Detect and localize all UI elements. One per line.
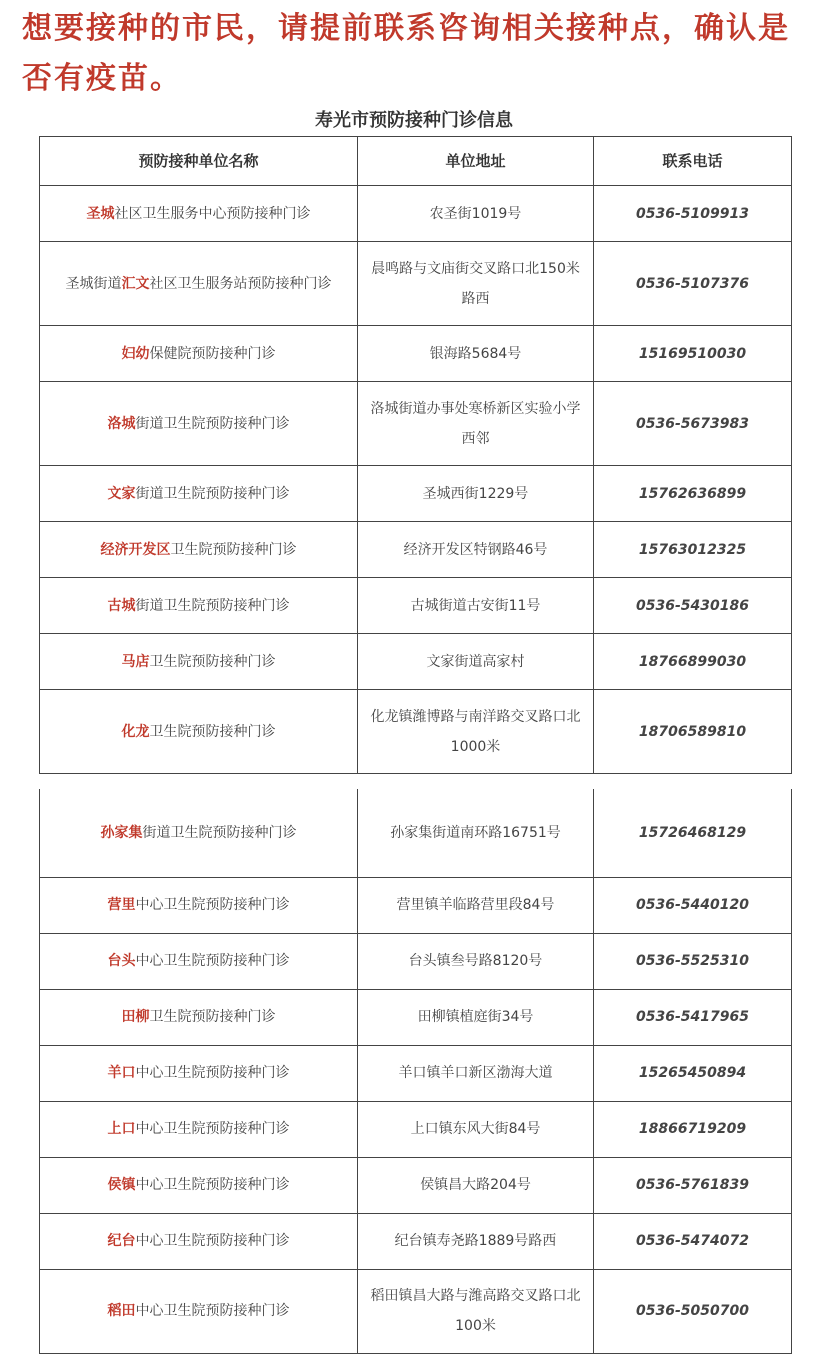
table-body-part1 [40, 186, 792, 774]
table-row [40, 789, 792, 877]
headline: 想要接种的市民，请提前联系咨询相关接种点，确认是否有疫苗。 [22, 11, 790, 96]
clinic-name-highlight: 古城 [107, 597, 136, 614]
clinic-address: 羊口镇羊口新区渤海大道 [358, 1045, 594, 1101]
table-row [40, 382, 792, 466]
clinic-phone: 0536-5417965 [594, 989, 792, 1045]
clinic-name-suffix: 中心卫生院预防接种门诊 [135, 1121, 290, 1137]
clinic-phone: 0536-5525310 [594, 933, 792, 989]
clinic-name-suffix: 街道卫生院预防接种门诊 [135, 415, 290, 432]
clinic-name-prefix: 圣城街道 [65, 275, 122, 292]
clinic-name-suffix: 保健院预防接种门诊 [149, 345, 276, 362]
clinic-address: 田柳镇植庭街34号 [358, 989, 594, 1045]
clinic-name-suffix: 卫生院预防接种门诊 [149, 653, 276, 670]
clinic-phone: 18866719209 [594, 1101, 792, 1157]
clinic-name [40, 186, 358, 242]
clinic-address: 化龙镇潍博路与南洋路交叉路口北1000米 [358, 690, 594, 774]
clinic-name-highlight: 文家 [107, 485, 136, 502]
clinic-phone: 15763012325 [594, 522, 792, 578]
table-row [40, 242, 792, 326]
clinic-name [40, 989, 358, 1045]
clinic-name-highlight: 汇文 [121, 275, 150, 292]
table-row [40, 1269, 792, 1353]
table-row [40, 1213, 792, 1269]
clinic-address: 稻田镇昌大路与潍高路交叉路口北100米 [358, 1269, 594, 1353]
table-row [40, 634, 792, 690]
clinic-phone: 0536-5430186 [594, 578, 792, 634]
clinic-name [40, 326, 358, 382]
clinic-name-suffix: 中心卫生院预防接种门诊 [135, 953, 290, 969]
clinic-name-suffix: 社区卫生服务中心预防接种门诊 [114, 205, 311, 222]
clinic-name [40, 1213, 358, 1269]
clinic-name-highlight: 经济开发区 [100, 541, 171, 558]
clinic-name [40, 933, 358, 989]
table-row [40, 186, 792, 242]
clinic-table-part1 [39, 136, 792, 774]
clinic-address: 营里镇羊临路营里段84号 [358, 877, 594, 933]
table-row [40, 466, 792, 522]
clinic-phone: 0536-5109913 [594, 186, 792, 242]
clinic-name [40, 634, 358, 690]
clinic-address: 台头镇叁号路8120号 [358, 933, 594, 989]
clinic-name [40, 1157, 358, 1213]
clinic-name-highlight: 妇幼 [121, 345, 150, 362]
table-row [40, 1157, 792, 1213]
clinic-name-highlight: 稻田 [107, 1303, 136, 1319]
clinic-phone: 15726468129 [594, 789, 792, 877]
clinic-name-suffix: 卫生院预防接种门诊 [170, 541, 297, 558]
clinic-address: 文家街道高家村 [358, 634, 594, 690]
clinic-name [40, 522, 358, 578]
table-body-part2 [40, 789, 792, 1353]
clinic-name [40, 789, 358, 877]
clinic-name-suffix: 街道卫生院预防接种门诊 [142, 824, 297, 841]
clinic-name-highlight: 洛城 [107, 415, 136, 432]
clinic-name [40, 1269, 358, 1353]
clinic-address: 上口镇东风大街84号 [358, 1101, 594, 1157]
clinic-phone: 0536-5761839 [594, 1157, 792, 1213]
clinic-name-highlight: 纪台 [107, 1233, 136, 1249]
clinic-name-suffix: 街道卫生院预防接种门诊 [135, 597, 290, 614]
clinic-name-highlight: 田柳 [121, 1009, 150, 1025]
clinic-phone: 0536-5050700 [594, 1269, 792, 1353]
clinic-address: 孙家集街道南环路16751号 [358, 789, 594, 877]
clinic-name [40, 242, 358, 326]
clinic-name [40, 466, 358, 522]
clinic-address: 圣城西街1229号 [358, 466, 594, 522]
clinic-name-highlight: 营里 [107, 897, 136, 913]
table-row [40, 690, 792, 774]
clinic-phone: 18706589810 [594, 690, 792, 774]
clinic-name-highlight: 孙家集 [100, 824, 143, 841]
clinic-table-part2 [39, 789, 792, 1354]
table-row [40, 578, 792, 634]
clinic-name-suffix: 社区卫生服务站预防接种门诊 [149, 275, 332, 292]
clinic-phone: 0536-5673983 [594, 382, 792, 466]
clinic-name-highlight: 侯镇 [107, 1177, 136, 1193]
table-row [40, 933, 792, 989]
clinic-name-highlight: 台头 [107, 953, 136, 969]
clinic-name-highlight: 羊口 [107, 1065, 136, 1081]
table-row [40, 877, 792, 933]
table-row [40, 1101, 792, 1157]
clinic-name [40, 877, 358, 933]
clinic-phone: 15265450894 [594, 1045, 792, 1101]
clinic-name-highlight: 圣城 [86, 205, 115, 222]
clinic-name-highlight: 化龙 [121, 723, 150, 740]
clinic-name-suffix: 中心卫生院预防接种门诊 [135, 1233, 290, 1249]
clinic-name-suffix: 卫生院预防接种门诊 [149, 723, 276, 740]
clinic-address: 纪台镇寿尧路1889号路西 [358, 1213, 594, 1269]
clinic-phone: 15169510030 [594, 326, 792, 382]
clinic-phone: 0536-5474072 [594, 1213, 792, 1269]
clinic-name-suffix: 中心卫生院预防接种门诊 [135, 1065, 290, 1081]
clinic-address: 晨鸣路与文庙街交叉路口北150米路西 [358, 242, 594, 326]
clinic-name-suffix: 中心卫生院预防接种门诊 [135, 1303, 290, 1319]
clinic-name [40, 1101, 358, 1157]
clinic-name [40, 382, 358, 466]
clinic-phone: 18766899030 [594, 634, 792, 690]
clinic-name-suffix: 中心卫生院预防接种门诊 [135, 1177, 290, 1193]
clinic-address: 经济开发区特钢路46号 [358, 522, 594, 578]
clinic-address: 银海路5684号 [358, 326, 594, 382]
header-name: 预防接种单位名称 [40, 137, 358, 186]
table-row [40, 1045, 792, 1101]
clinic-name-suffix: 中心卫生院预防接种门诊 [135, 897, 290, 913]
clinic-address: 侯镇昌大路204号 [358, 1157, 594, 1213]
table-row [40, 326, 792, 382]
clinic-name [40, 690, 358, 774]
clinic-name-suffix: 街道卫生院预防接种门诊 [135, 485, 290, 502]
table-row [40, 522, 792, 578]
clinic-address: 古城街道古安街11号 [358, 578, 594, 634]
clinic-name [40, 578, 358, 634]
header-address: 单位地址 [358, 137, 594, 186]
clinic-name [40, 1045, 358, 1101]
header-phone: 联系电话 [594, 137, 792, 186]
table-header-row [40, 137, 792, 186]
clinic-phone: 0536-5107376 [594, 242, 792, 326]
table-row [40, 989, 792, 1045]
table-title: 寿光市预防接种门诊信息 [315, 110, 513, 131]
clinic-address: 农圣街1019号 [358, 186, 594, 242]
clinic-name-highlight: 马店 [121, 653, 150, 670]
clinic-name-highlight: 上口 [107, 1121, 136, 1137]
clinic-address: 洛城街道办事处寒桥新区实验小学西邻 [358, 382, 594, 466]
clinic-phone: 0536-5440120 [594, 877, 792, 933]
clinic-phone: 15762636899 [594, 466, 792, 522]
clinic-name-suffix: 卫生院预防接种门诊 [149, 1009, 276, 1025]
